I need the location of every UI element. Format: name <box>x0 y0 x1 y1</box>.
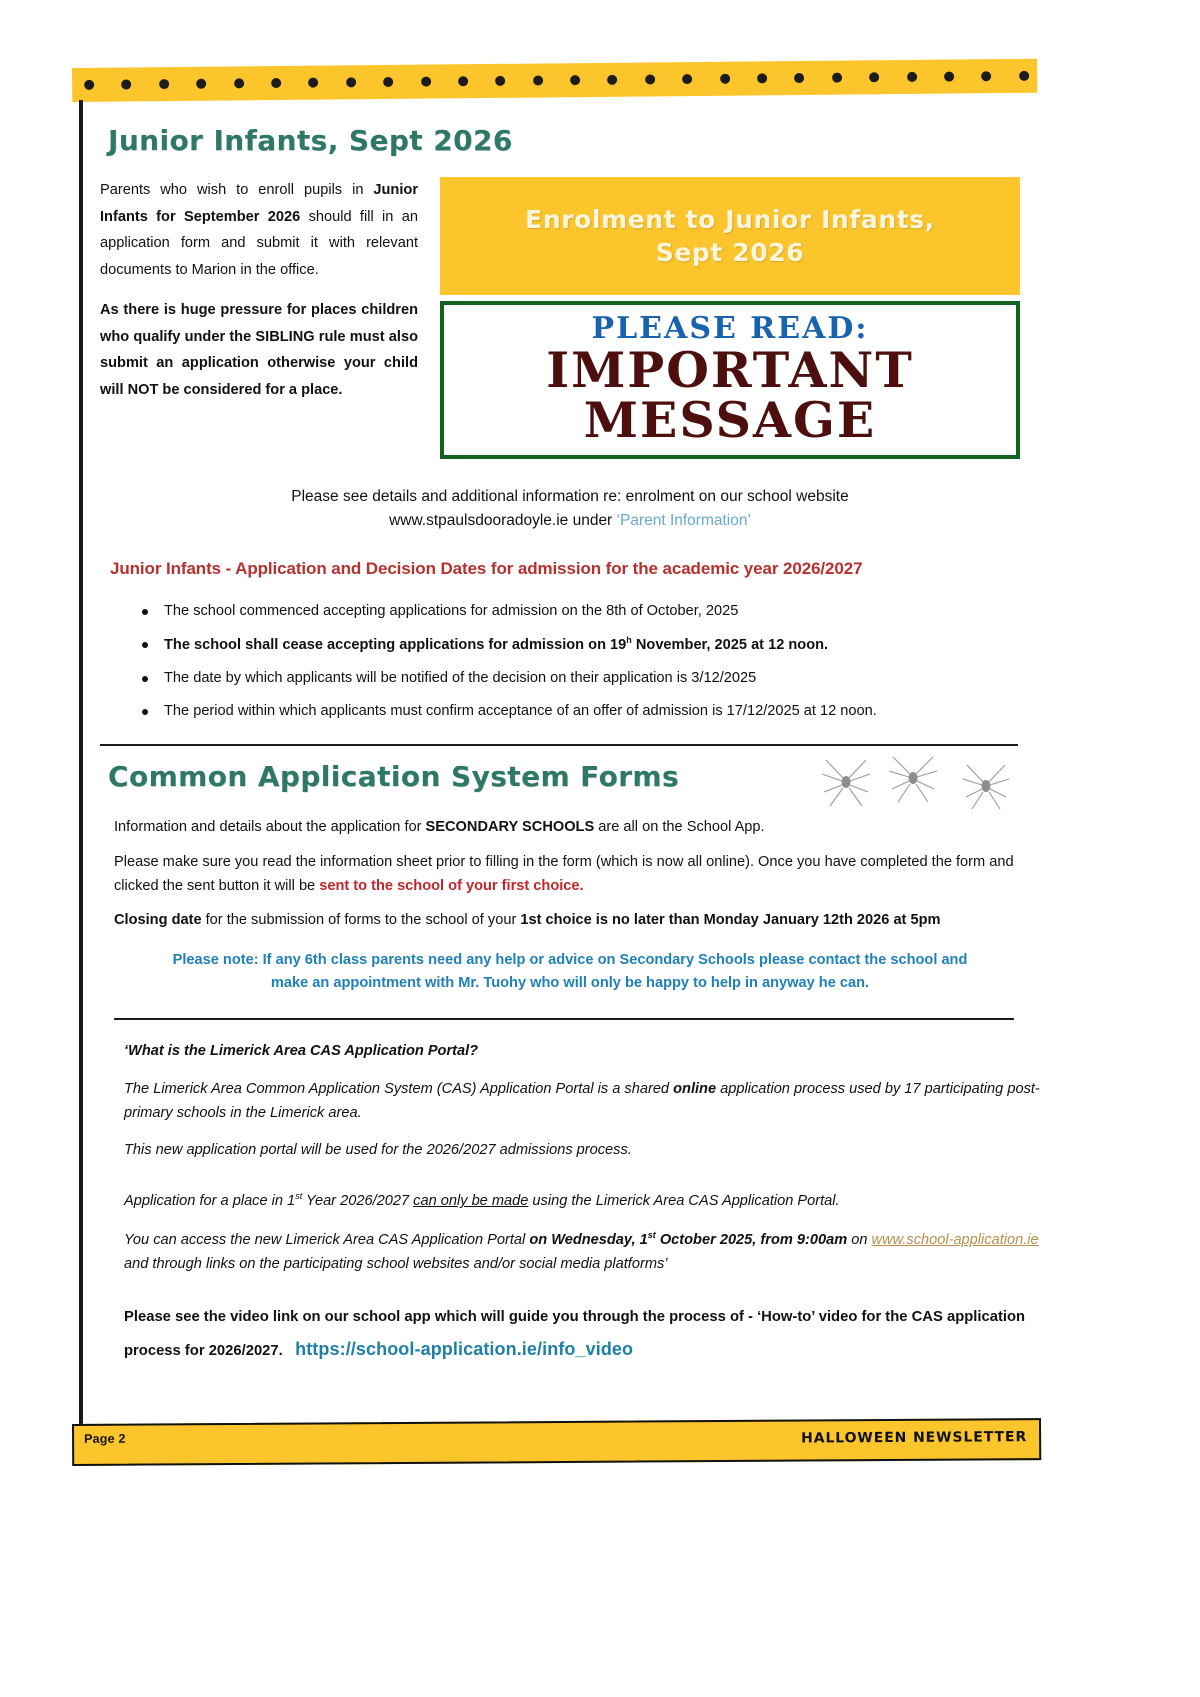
banner-dot <box>196 79 206 89</box>
date-bullet-4-text: The period within which applicants must confirm acceptance of an offer of admission is 17/12/2025 at 12 noon. <box>164 702 877 719</box>
cas-portal-description <box>124 1078 1040 1126</box>
video-guide-paragraph <box>124 1303 1040 1367</box>
top-decorative-banner <box>72 59 1037 102</box>
enrolment-callout-line1: Enrolment to Junior Infants, <box>525 205 935 234</box>
date-bullet-2-sup: h <box>626 634 632 645</box>
secondary-schools-label: SECONDARY SCHOOLS <box>425 819 595 836</box>
sec-p2-a: Please make sure you read the information sheet prior to filling in the form (which is now all online). Once you have completed the form and clicked the sent button it will be <box>114 854 1014 894</box>
enrolment-callout-box <box>440 177 1020 295</box>
website-note-line1: Please see details and additional information re: enrolment on our school website <box>291 488 849 505</box>
information-sheet-paragraph <box>114 851 1040 898</box>
banner-dots <box>84 59 1029 102</box>
intro-p1-bold: Junior Infants for September 2026 <box>100 182 418 225</box>
intro-p1-a: Parents who wish to enroll pupils in <box>100 182 374 198</box>
first-choice-highlight: sent to the school of your first choice. <box>319 877 584 894</box>
cas-first-year-application <box>124 1189 1040 1214</box>
common-application-heading: Common Application System Forms <box>108 760 680 794</box>
cas-p4-c: and through links on the participating school websites and/or social media platforms’ <box>124 1255 668 1272</box>
please-read-text: PLEASE READ: <box>591 311 869 347</box>
date-bullet-3 <box>142 668 1040 690</box>
enrolment-callout-text <box>525 203 935 269</box>
date-bullet-3-text: The date by which applicants will be notified of the decision on their application is 3/12/2025 <box>164 669 757 686</box>
secondary-schools-paragraph <box>114 816 1040 840</box>
banner-dot <box>383 77 393 87</box>
date-bullet-4 <box>142 701 1040 723</box>
banner-dot <box>308 78 318 88</box>
parent-information-link[interactable]: ‘Parent Information’ <box>616 512 751 530</box>
banner-dot <box>720 74 730 84</box>
application-dates-heading: Junior Infants - Application and Decision Dates for admission for the academic year 2026/2027 <box>110 559 863 579</box>
cas-open-date-a: on Wednesday, 1 <box>529 1232 648 1249</box>
important-text: IMPORTANT <box>546 341 914 400</box>
enrolment-callout-line2: Sept 2026 <box>655 238 805 267</box>
school-website-url: www.stpaulsdooradoyle.ie under <box>389 512 617 530</box>
footer-bar <box>72 1418 1041 1466</box>
banner-dot <box>869 72 879 82</box>
cas-admissions-process: This new application portal will be used for the 2026/2027 admissions process. <box>124 1142 632 1159</box>
date-bullet-2-text-a: The school shall cease accepting applications for admission on 19 <box>164 636 627 653</box>
website-note <box>100 485 1040 533</box>
banner-dot <box>533 75 543 85</box>
info-video-link[interactable]: https://school-application.ie/info_video <box>295 1338 634 1359</box>
section-divider-1 <box>100 744 1018 746</box>
sec-p3-b: for the submission of forms to the school of your <box>201 912 521 929</box>
video-guide-text: Please see the video link on our school app which will guide you through the process of - ‘How-to’ video for the CAS application process for 2026/2027. <box>124 1308 1026 1359</box>
date-bullet-2-text-b: November, 2025 at 12 noon. <box>631 636 829 653</box>
banner-dot <box>1019 71 1029 81</box>
intro-two-column <box>100 177 1040 459</box>
banner-dot <box>832 73 842 83</box>
important-message-graphic <box>440 301 1020 459</box>
cas-p3-sup: st <box>295 1191 303 1202</box>
intro-left-column <box>100 177 440 459</box>
cas-desc-c: application process used by 17 participating post-primary schools in the Limerick area. <box>124 1080 1040 1121</box>
cas-desc-a: The Limerick Area Common Application System (CAS) Application Portal is a shared <box>124 1080 674 1097</box>
closing-date-paragraph <box>114 909 1040 933</box>
banner-dot <box>757 73 767 83</box>
message-text: MESSAGE <box>583 391 877 449</box>
please-note-block <box>130 949 1010 996</box>
cas-portal-access <box>124 1228 1040 1277</box>
cas-p3-b: Year 2026/2027 <box>302 1193 414 1210</box>
banner-dot <box>907 72 917 82</box>
banner-dot <box>570 75 580 85</box>
page-number: Page 2 <box>84 1431 126 1446</box>
banner-dot <box>944 72 954 82</box>
banner-dot <box>84 80 94 90</box>
intro-p1-c: should fill in an application form and submit it with relevant documents to Marion in the office. <box>100 208 418 278</box>
cas-open-date-sup: st <box>647 1230 656 1241</box>
page-content <box>100 110 1040 1367</box>
banner-dot <box>495 76 505 86</box>
intro-right-column <box>440 177 1020 459</box>
cas-p4-b: on <box>847 1232 872 1249</box>
cas-p3-c: using the Limerick Area CAS Application Portal. <box>528 1193 840 1210</box>
banner-dot <box>682 74 692 84</box>
banner-dot <box>234 78 244 88</box>
newsletter-title: HALLOWEEN NEWSLETTER <box>801 1429 1028 1447</box>
cas-p3-a: Application for a place in 1 <box>124 1193 296 1210</box>
please-note-line1: Please note: If any 6th class parents need any help or advice on Secondary Schools please contact the school and <box>172 952 968 969</box>
sec-p1-a: Information and details about the application for <box>114 819 426 836</box>
banner-dot <box>122 79 132 89</box>
banner-dot <box>346 77 356 87</box>
closing-date-label: Closing date <box>114 912 202 929</box>
banner-dot <box>159 79 169 89</box>
banner-dot <box>608 75 618 85</box>
section-divider-2 <box>114 1018 1014 1020</box>
banner-dot <box>795 73 805 83</box>
can-only-be-made-underline: can only be made <box>413 1193 529 1210</box>
banner-dot <box>981 71 991 81</box>
banner-dot <box>645 74 655 84</box>
application-dates-list <box>114 601 1040 722</box>
spider-decoration-icon <box>818 752 1028 814</box>
online-emphasis: online <box>673 1080 717 1097</box>
cas-open-date-b: October 2025, from 9:00am <box>655 1232 848 1249</box>
sec-p1-c: are all on the School App. <box>594 819 765 836</box>
website-note-line2 <box>100 509 1040 533</box>
date-bullet-1 <box>142 601 1040 623</box>
date-bullet-2 <box>142 634 1040 657</box>
intro-paragraph-1 <box>100 177 418 283</box>
left-vertical-rule <box>79 100 83 1425</box>
closing-date-value: 1st choice is no later than Monday January 12th 2026 at 5pm <box>520 912 941 929</box>
junior-infants-heading: Junior Infants, Sept 2026 <box>108 124 513 157</box>
cas-portal-question: ‘What is the Limerick Area CAS Application Portal? <box>124 1042 479 1059</box>
please-note-line2: make an appointment with Mr. Tuohy who will only be happy to help in anyway he can. <box>270 975 870 992</box>
school-application-link[interactable]: www.school-application.ie <box>871 1232 1039 1249</box>
banner-dot <box>421 77 431 87</box>
cas-heading-row <box>100 760 1040 816</box>
banner-dot <box>271 78 281 88</box>
cas-p4-a: You can access the new Limerick Area CAS Application Portal <box>124 1232 530 1249</box>
intro-paragraph-2: As there is huge pressure for places children who qualify under the SIBLING rule must also submit an application otherwise your child will NOT be considered for a place. <box>100 302 418 398</box>
banner-dot <box>458 76 468 86</box>
date-bullet-1-text: The school commenced accepting applications for admission on the 8th of October, 2025 <box>164 603 739 620</box>
